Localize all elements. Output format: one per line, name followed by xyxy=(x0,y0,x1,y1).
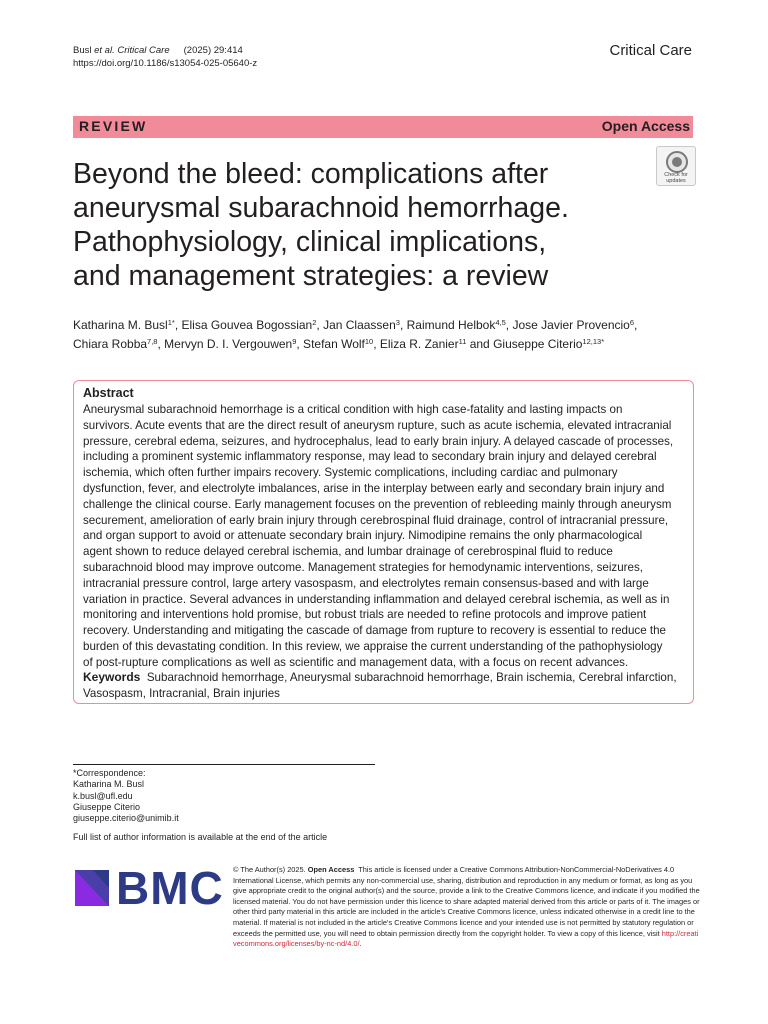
author-name: Chiara Robba xyxy=(73,337,148,351)
article-type-label: REVIEW xyxy=(79,118,148,134)
check-for-updates-button[interactable] xyxy=(656,146,696,186)
bmc-logo-text: BMC xyxy=(116,862,224,914)
abstract-heading: Abstract xyxy=(83,386,134,400)
citation-header xyxy=(73,44,257,70)
keywords: Keywords Subarachnoid hemorrhage, Aneurysmal subarachnoid hemorrhage, Brain ischemia, Cerebral infarction, Vasospasm, Intracranial, Brain injuries xyxy=(83,670,677,700)
author-name: , Stefan Wolf xyxy=(296,337,365,351)
journal-name: Critical Care xyxy=(609,42,692,59)
title-line: Pathophysiology, clinical implications, xyxy=(73,226,547,258)
author-name: , Elisa Gouvea Bogossian xyxy=(174,318,313,332)
check-updates-label: Check for updates xyxy=(664,172,688,184)
email-link[interactable]: k.busl@ufl.edu xyxy=(73,790,133,801)
citation-journal: Critical Care xyxy=(117,45,170,56)
author-name: , Mervyn D. I. Vergouwen xyxy=(157,337,293,351)
author-name: , Eliza R. Zanier xyxy=(373,337,459,351)
citation-authors: Busl xyxy=(73,45,92,56)
correspondence: *Correspondence: Katharina M. Busl k.busl@ufl.edu Giuseppe Citerio giuseppe.citerio@unimib.it xyxy=(73,768,179,824)
article-title xyxy=(73,157,633,293)
author-name: Katharina M. Busl xyxy=(73,318,168,332)
author-list: Katharina M. Busl$^{1*}$, Elisa Gouvea Bogossian$^2$, Jan Claassen$^3$, Raimund Helbok$^{4,5}$, Jose Javier Provencio$^6$, Chiara Robba$^{7,8}$, Mervyn D. I. Vergouwen$^9$, Stefan Wolf$^{10}$, Eliza R. Zanier$^{11}$ and Giuseppe Citerio$^{12,13*}$ xyxy=(73,318,638,351)
citation-volume: (2025) 29:414 xyxy=(183,45,243,56)
license-link[interactable]: vecommons.org/licenses/by-nc-nd/4.0/ xyxy=(233,939,360,949)
author-name: and Giuseppe Citerio xyxy=(466,337,583,351)
title-line: aneurysmal subarachnoid hemorrhage. xyxy=(73,192,569,224)
abstract-box xyxy=(73,380,694,704)
author-info-note: Full list of author information is available at the end of the article xyxy=(73,832,328,842)
open-access-label: Open Access xyxy=(601,118,690,134)
author-name: , Jose Javier Provencio xyxy=(505,318,630,332)
license-text: © The Author(s) 2025. Open Access This article is licensed under a Creative Commons Attribution-NonCommercial-NoDerivatives 4.0 International License, which permits any non-commercial use, sharing, distribution and reproduction in any medium or format, as long as you give appropriate credit to the original author(s) and the source, provide a link to the Creative Commons licence, and indicate if you modified the licensed material. You do not have permission under this licence to share adapted material derived from this article or parts of it. The images or other third party material in this article are included in the article's Creative Commons licence, unless indicated otherwise in a credit line to the material. If material is not included in the article's Creative Commons licence and your intended use is not permitted by statutory regulation or exceeds the permitted use, you will need to obtain permission directly from the copyright holder. To view a copy of this licence, visit http://creati vecommons.org/licenses/by-nc-nd/4.0/. xyxy=(233,865,700,949)
email-link[interactable]: giuseppe.citerio@unimib.it xyxy=(73,813,179,824)
author-name: , Raimund Helbok xyxy=(399,318,496,332)
citation-etal: et al. xyxy=(94,45,115,56)
article-type-banner xyxy=(73,116,693,138)
title-line: and management strategies: a review xyxy=(73,260,549,292)
title-line: Beyond the bleed: complications after xyxy=(73,158,549,190)
keywords-label: Keywords xyxy=(83,670,141,684)
footnote-divider xyxy=(73,764,375,765)
author-name: , Jan Claassen xyxy=(316,318,396,332)
check-updates-icon xyxy=(666,151,688,173)
abstract-text: Aneurysmal subarachnoid hemorrhage is a critical condition with high case-fatality and lasting impacts on survivors. Acute events that are the direct result of aneurysm rupture, such as acute ischemia, elevated intracranial pressure, cerebral edema, seizures, and hydrocephalus, lead to early brain injury. A delayed cascade of processes, including a prominent systemic inflammatory response, may lead to secondary brain injury and delayed cerebral ischemia, which often further impairs recovery. Systemic complications, including cardiac and pulmonary dysfunction, fever, and electrolyte imbalances, arise in the interplay between early and secondary brain injury and challenge the clinical course. Early management focuses on the prevention of rebleeding mainly through aneurysm securement, amelioration of early brain injury through cerebrospinal fluid drainage, control of intracranial pressure, and organ support to avoid or attenuate secondary brain injury. Nimodipine remains the only pharmacological agent shown to reduce delayed cerebral ischemia, and lumbar drainage of cerebrospinal fluid to reduce subarachnoid blood may improve outcome. Management strategies for hemodynamic interventions, seizures, intracranial pressure control, large artery vasospasm, and electrolytes remain consensus-based and with large variation in practice. Several advances in understanding inflammation and delayed cerebral ischemia, as well as in monitoring and interventions hold promise, but robust trials are needed to refine protocols and improve patient recovery. Understanding and mitigating the cascade of damage from rupture to recovery is essential to reduce the burden of this devastating condition. In this review, we appraise the current understanding of the pathophysiology of post-rupture complications as well as scientific and management data, with a focus on recent advances. xyxy=(83,403,674,669)
license-link[interactable]: http://creati xyxy=(661,928,699,938)
doi-link[interactable]: https://doi.org/10.1186/s13054-025-05640-z xyxy=(73,58,258,69)
